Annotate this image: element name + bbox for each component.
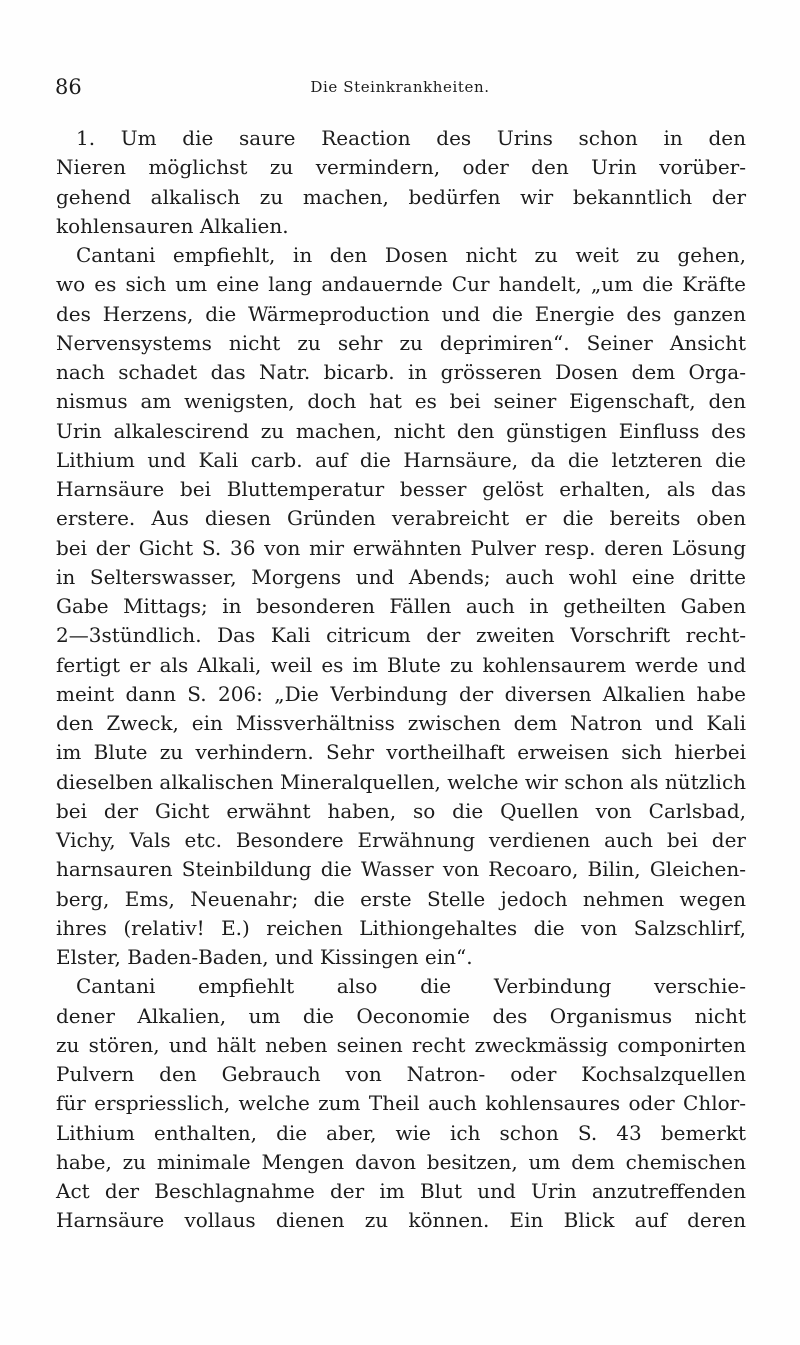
text-line: Nervensystems nicht zu sehr zu deprimiren“. Seiner Ansicht (56, 330, 746, 355)
text-line: des Herzens, die Wärmeproduction und die Energie des ganzen (56, 301, 746, 326)
text-line: Act der Beschlagnahme der im Blut und Urin anzutreffenden (56, 1179, 746, 1203)
text-line: Cantani empfiehlt also die Verbindung verschie- (76, 974, 746, 999)
text-line: dieselben alkalischen Mineralquellen, welche wir schon als nützlich (56, 769, 747, 794)
text-line: Lithium enthalten, die aber, wie ich schon S. 43 bemerkt (56, 1120, 746, 1145)
text-line: dener Alkalien, um die Oeconomie des Organismus nicht (56, 1003, 746, 1028)
text-line: in Selterswasser, Morgens und Abends; auch wohl eine dritte (56, 564, 746, 589)
text-line: Elster, Baden-Baden, und Kissingen ein“. (56, 945, 473, 969)
text-line: Harnsäure bei Bluttemperatur besser gelöst erhalten, als das (56, 477, 746, 501)
running-head: Die Steinkrankheiten. (310, 78, 490, 96)
text-line: nismus am wenigsten, doch hat es bei seiner Eigenschaft, den (56, 389, 746, 414)
text-line: zu stören, und hält neben seinen recht zweckmässig componirten (56, 1032, 746, 1057)
text-line: nach schadet das Natr. bicarb. in grösseren Dosen dem Orga- (56, 360, 746, 384)
text-line: ihres (relativ! E.) reichen Lithiongehaltes die von Salzschlirf, (56, 915, 746, 940)
text-line: fertigt er als Alkali, weil es im Blute zu kohlensaurem werde und (56, 652, 746, 677)
text-line: meint dann S. 206: „Die Verbindung der diversen Alkalien habe (56, 681, 746, 706)
page-header (55, 74, 745, 100)
text-line: gehend alkalisch zu machen, bedürfen wir bekanntlich der (56, 184, 746, 209)
text-line: habe, zu minimale Mengen davon besitzen, um dem chemischen (56, 1149, 746, 1174)
text-line: 2—3stündlich. Das Kali citricum der zweiten Vorschrift recht- (56, 623, 746, 648)
page-number: 86 (55, 75, 82, 99)
text-line: Cantani empfiehlt, in den Dosen nicht zu weit zu gehen, (76, 243, 746, 267)
text-line: Harnsäure vollaus dienen zu können. Ein Blick auf deren (56, 1208, 746, 1233)
text-line: Pulvern den Gebrauch von Natron- oder Kochsalzquellen (56, 1062, 746, 1086)
text-line: Urin alkalescirend zu machen, nicht den günstigen Einfluss des (56, 418, 746, 443)
text-line: den Zweck, ein Missverhältniss zwischen dem Natron und Kali (56, 711, 746, 735)
text-line: berg, Ems, Neuenahr; die erste Stelle jedoch nehmen wegen (56, 886, 746, 911)
text-line: im Blute zu verhindern. Sehr vortheilhaft erweisen sich hierbei (56, 740, 746, 765)
text-line: Lithium und Kali carb. auf die Harnsäure, da die letzteren die (56, 447, 746, 472)
body-text (56, 124, 746, 1236)
text-line: Gabe Mittags; in besonderen Fällen auch in getheilten Gaben (56, 594, 746, 618)
text-line: erstere. Aus diesen Gründen verabreicht er die bereits oben (56, 506, 746, 531)
text-line: Nieren möglichst zu vermindern, oder den Urin vorüber- (56, 155, 746, 180)
text-line: harnsauren Steinbildung die Wasser von Recoaro, Bilin, Gleichen- (56, 857, 746, 882)
text-line: für erspriesslich, welche zum Theil auch kohlensaures oder Chlor- (56, 1091, 746, 1116)
text-line: wo es sich um eine lang andauernde Cur handelt, „um die Kräfte (56, 272, 746, 297)
text-line: kohlensauren Alkalien. (56, 213, 289, 238)
text-line: Vichy, Vals etc. Besondere Erwähnung verdienen auch bei der (56, 828, 746, 852)
text-line: bei der Gicht S. 36 von mir erwähnten Pulver resp. deren Lösung (56, 535, 746, 560)
text-line: bei der Gicht erwähnt haben, so die Quellen von Carlsbad, (56, 798, 746, 823)
text-line: 1. Um die saure Reaction des Urins schon in den (76, 126, 746, 150)
